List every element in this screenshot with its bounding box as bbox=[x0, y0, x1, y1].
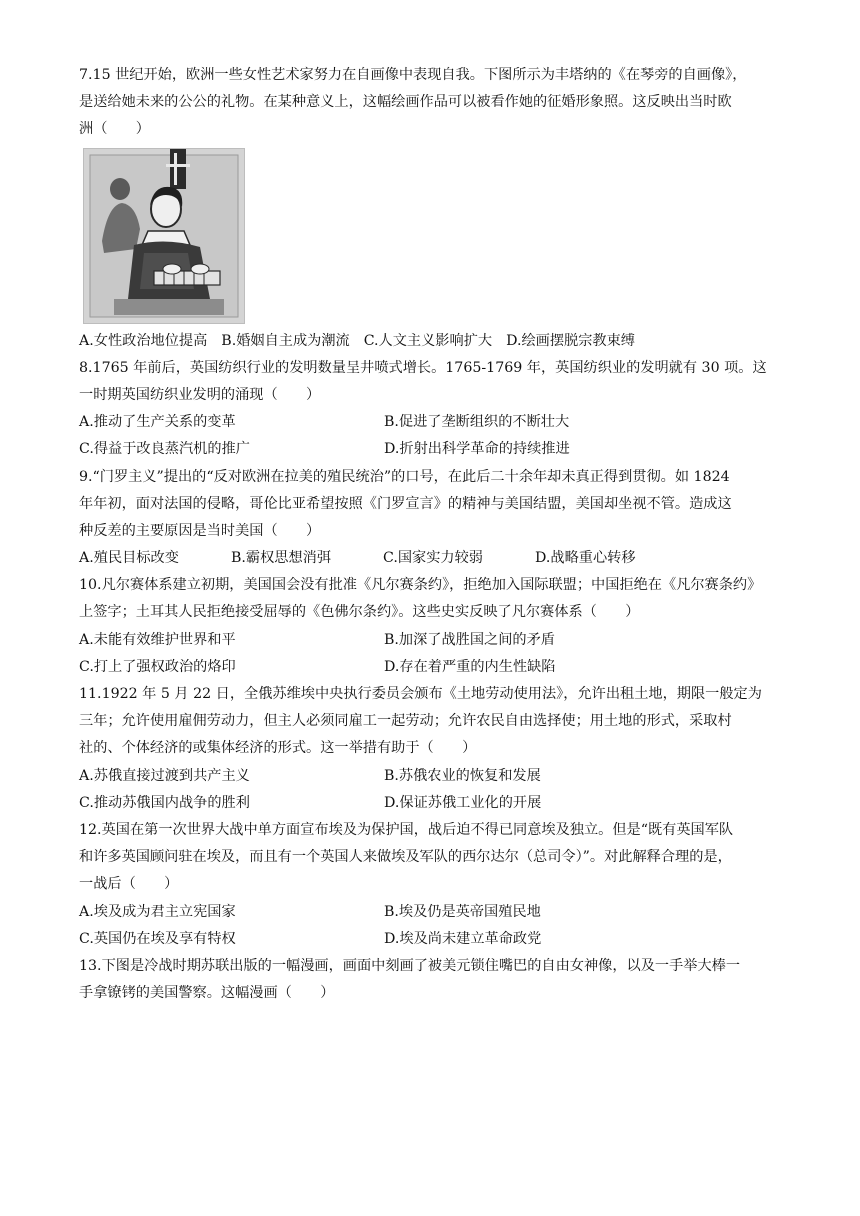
option-b[interactable]: B.苏俄农业的恢复和发展 bbox=[384, 767, 541, 784]
question-8-stem-line-1: 8.1765 年前后，英国纺织行业的发明数量呈井喷式增长。1765-1769 年，英国纺织业的发明就有 30 项。这 bbox=[79, 359, 767, 376]
question-9-stem-line-3: 种反差的主要原因是当时美国（ ） bbox=[79, 522, 321, 539]
self-portrait-at-keyboard-image bbox=[83, 148, 245, 324]
question-10-options-row-1 bbox=[79, 627, 784, 654]
question-11-stem-line-3: 社的、个体经济的或集体经济的形式。这一举措有助于（ ） bbox=[79, 740, 477, 757]
question-11-options-row-2 bbox=[79, 790, 784, 817]
option-b[interactable]: B.霸权思想消弭 bbox=[231, 550, 332, 567]
option-c[interactable]: C.人文主义影响扩大 bbox=[363, 332, 493, 349]
option-b[interactable]: B.加深了战胜国之间的矛盾 bbox=[384, 631, 555, 648]
question-7-stem-line-1: 7.15 世纪开始，欧洲一些女性艺术家努力在自画像中表现自我。下图所示为丰塔纳的《在琴旁的自画像》， bbox=[79, 67, 747, 83]
option-b[interactable]: B.促进了垄断组织的不断壮大 bbox=[384, 414, 570, 431]
question-8-options-row-1 bbox=[79, 409, 784, 436]
question-8 bbox=[79, 355, 784, 464]
question-10-stem-line-2: 上签字；土耳其人民拒绝接受屈辱的《色佛尔条约》。这些史实反映了凡尔赛体系（ ） bbox=[79, 604, 640, 621]
question-12-stem-line-2: 和许多英国顾问驻在埃及，而且有一个英国人来做埃及军队的西尔达尔（总司令）”。对此解释合理的是， bbox=[79, 849, 732, 866]
question-10-stem-line-1: 10.凡尔赛体系建立初期，美国国会没有批准《凡尔赛条约》，拒绝加入国际联盟；中国拒绝在《凡尔赛条约》 bbox=[79, 577, 762, 594]
option-d[interactable]: D.战略重心转移 bbox=[535, 550, 636, 567]
portrait-illustration bbox=[84, 149, 244, 323]
question-12-options-row-2 bbox=[79, 926, 784, 953]
question-12-stem-line-1: 12.英国在第一次世界大战中单方面宣布埃及为保护国，战后迫不得已同意埃及独立。但是“既有英国军队 bbox=[79, 821, 734, 838]
option-a[interactable]: A.未能有效维护世界和平 bbox=[79, 631, 236, 648]
option-a[interactable]: A.推动了生产关系的变革 bbox=[79, 414, 236, 431]
option-a[interactable]: A.埃及成为君主立宪国家 bbox=[79, 903, 236, 920]
question-7-stem-line-3: 洲（ ） bbox=[79, 121, 150, 138]
question-8-stem-line-2: 一时期英国纺织业发明的涌现（ ） bbox=[79, 386, 321, 403]
question-11-stem-line-1: 11.1922 年 5 月 22 日，全俄苏维埃中央执行委员会颁布《土地劳动使用法》，允许出租土地，期限一般定为 bbox=[79, 686, 762, 702]
question-10-options-row-2 bbox=[79, 654, 784, 681]
option-c[interactable]: C.推动苏俄国内战争的胜利 bbox=[79, 794, 250, 811]
option-d[interactable]: D.埃及尚未建立革命政党 bbox=[384, 930, 542, 947]
question-12 bbox=[79, 817, 784, 953]
question-11-stem-line-2: 三年；允许使用雇佣劳动力，但主人必须同雇工一起劳动；允许农民自由选择使；用土地的形式，采取村 bbox=[79, 713, 732, 730]
question-13 bbox=[79, 953, 784, 1007]
question-7-stem-line-2: 是送给她未来的公公的礼物。在某种意义上，这幅绘画作品可以被看作她的征婚形象照。这反映出当时欧 bbox=[79, 94, 732, 111]
option-c[interactable]: C.打上了强权政治的烙印 bbox=[79, 658, 236, 675]
option-a[interactable]: A.殖民目标改变 bbox=[79, 550, 179, 567]
question-11 bbox=[79, 681, 784, 817]
option-d[interactable]: D.存在着严重的内生性缺陷 bbox=[384, 658, 556, 675]
option-d[interactable]: D.保证苏俄工业化的开展 bbox=[384, 794, 542, 811]
option-d[interactable]: D.折射出科学革命的持续推进 bbox=[384, 441, 570, 458]
question-12-options-row-1 bbox=[79, 899, 784, 926]
question-9-stem-line-1: 9.“门罗主义”提出的“反对欧洲在拉美的殖民统治”的口号，在此后二十余年却未真正得到贯彻。如 1824 bbox=[79, 468, 730, 485]
question-10 bbox=[79, 572, 784, 681]
option-c[interactable]: C.国家实力较弱 bbox=[383, 550, 483, 567]
option-a[interactable]: A.女性政治地位提高 bbox=[79, 332, 208, 349]
question-8-options-row-2 bbox=[79, 436, 784, 463]
question-9-options bbox=[79, 545, 784, 572]
question-7 bbox=[79, 62, 784, 355]
question-9-stem-line-2: 年年初，面对法国的侵略，哥伦比亚希望按照《门罗宣言》的精神与美国结盟，美国却坐视不管。造成这 bbox=[79, 495, 732, 512]
option-b[interactable]: B.埃及仍是英帝国殖民地 bbox=[384, 903, 541, 920]
option-b[interactable]: B.婚姻自主成为潮流 bbox=[221, 332, 350, 349]
question-7-options bbox=[79, 328, 784, 355]
question-12-stem-line-3: 一战后（ ） bbox=[79, 876, 179, 893]
option-d[interactable]: D.绘画摆脱宗教束缚 bbox=[506, 332, 635, 349]
question-11-options-row-1 bbox=[79, 763, 784, 790]
option-c[interactable]: C.得益于改良蒸汽机的推广 bbox=[79, 441, 250, 458]
question-9 bbox=[79, 464, 784, 573]
option-a[interactable]: A.苏俄直接过渡到共产主义 bbox=[79, 767, 250, 784]
option-c[interactable]: C.英国仍在埃及享有特权 bbox=[79, 930, 236, 947]
question-13-stem-line-2: 手拿镣铐的美国警察。这幅漫画（ ） bbox=[79, 985, 335, 1002]
exam-page bbox=[79, 62, 784, 1007]
question-13-stem-line-1: 13.下图是冷战时期苏联出版的一幅漫画，画面中刻画了被美元锁住嘴巴的自由女神像，以及一手举大棒一 bbox=[79, 957, 741, 974]
